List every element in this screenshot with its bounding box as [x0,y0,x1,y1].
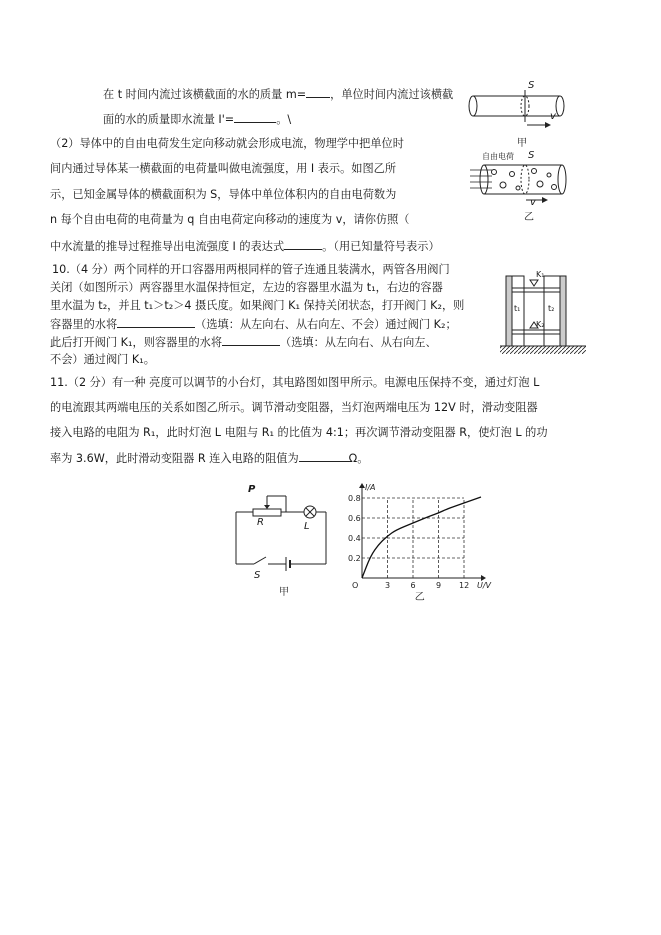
q10-line3: 里水温为 t₂，并且 t₁＞t₂＞4 摄氏度。如果阀门 K₁ 保持关闭状态，打开阀门 K₂，则 [50,299,465,312]
y-tick-label: 0.4 [348,534,361,543]
answer-blank-current[interactable] [284,238,322,250]
q10-line5-text-b: （选填：从左向右、从右向左、 [280,336,437,349]
q10-line1: 10.（4 分）两个同样的开口容器用两根同样的管子连通且装满水，两管各用阀门 [52,263,450,276]
x-tick-label: 6 [410,581,416,590]
x-tick-label: 12 [459,581,470,590]
q9-line4: 间内通过导体某一横截面的电荷量叫做电流强度，用 I 表示。如图乙所 [50,162,397,175]
q10-line4-text-a: 容器里的水将 [50,318,118,331]
temp-t2-label: t₂ [548,304,555,313]
figure-conductor-yi [470,150,580,222]
q9-line7-text-a: 中水流量的推导过程推导出电流强度 I 的表达式 [50,240,285,253]
q11-line4-text-a: 率为 3.6W，此时滑动变阻器 R 连入电路的阻值为 [50,452,299,465]
q10-line4-text-b: （选填：从左向右、从右向左、不会）通过阀门 K₂； [195,318,457,331]
q11-line1: 11.（2 分）有一种 亮度可以调节的小台灯，其电路图如图甲所示。电源电压保持不变，通过灯泡 L [50,376,540,389]
q9-line2-text-a: 面的水的质量即水流量 I'= [103,113,235,126]
switch-symbol [254,557,266,564]
pipe-s-label: S [528,80,535,91]
q9-line3: （2）导体中的自由电荷发生定向移动就会形成电流，物理学中把单位时 [50,137,404,150]
answer-blank-k1[interactable] [222,334,280,346]
circuit-s-label: S [254,570,261,581]
origin-label: O [352,581,359,590]
conductor-caption: 乙 [524,212,534,223]
figure-iu-chart [338,476,492,603]
y-tick-label: 0.2 [348,554,361,563]
x-tick-label: 9 [436,581,442,590]
y-tick-label: 0.8 [348,494,361,503]
q11-line4-text-b: Ω。 [348,452,369,465]
q9-line1-text-b: ，单位时间内流过该横截 [330,88,454,101]
circuit-p-label: P [248,484,256,495]
q9-line1 [103,86,453,103]
circuit-r-label: R [257,517,264,528]
q9-line7-text-b: 。（用已知量符号表示） [322,240,440,253]
q9-line2-text-b: 。\ [276,113,292,126]
containers-diagram [498,270,590,358]
q10-line5 [50,334,437,351]
y-axis-label: I/A [365,483,376,492]
figure-circuit-jia [226,484,336,596]
valve-k2-label: K₂ [536,320,545,329]
conductor-v-label: v [530,197,536,208]
q10-line2: 关闭（如图所示）两容器里水温保持恒定，左边的容器里水温为 t₁，右边的容器 [50,281,443,294]
x-axis-label: U/V [477,581,492,590]
answer-blank-mass[interactable] [306,86,330,98]
circuit-caption: 甲 [279,587,289,598]
circuit-diagram [226,484,336,596]
conductor-s-label: S [528,150,535,161]
q9-line7 [50,238,440,255]
answer-blank-k2[interactable] [117,316,195,328]
circuit-l-label: L [304,521,310,532]
answer-blank-flow[interactable] [234,111,276,123]
chart-caption: 乙 [414,592,425,603]
q10-line5-text-a: 此后打开阀门 K₁，则容器里的水将 [50,336,223,349]
q11-line2: 的电流跟其两端电压的关系如图乙所示。调节滑动变阻器，当灯泡两端电压为 12V 时，滑动变阻器 [50,401,538,414]
temp-t1-label: t₁ [514,304,521,313]
q11-line3: 接入电路的电阻为 R₁，此时灯泡 L 电阻与 R₁ 的比值为 4:1；再次调节滑动变阻器 R，使灯泡 L 的功 [50,426,548,439]
series-line-0 [362,497,481,578]
q10-line4 [50,316,457,333]
rheostat-symbol [253,509,281,516]
y-tick-label: 0.6 [348,514,361,523]
pipe-caption: 甲 [517,138,527,149]
valve-k1-label: K₁ [536,270,545,279]
x-tick-label: 3 [385,581,391,590]
figure-pipe-jia [465,78,575,148]
iu-chart-svg [338,476,492,603]
q11-line4 [50,450,368,467]
q9-line2 [103,111,291,128]
q10-line6: 不会）通过阀门 K₁。 [50,353,155,366]
figure-containers [498,270,590,358]
answer-blank-resistance[interactable] [299,450,349,462]
pipe-v-label: v [550,111,556,122]
q9-line1-text-a: 在 t 时间内流过该横截面的水的质量 m= [103,88,307,101]
conductor-top-label: 自由电荷 [482,152,514,161]
q9-line6: n 每个自由电荷的电荷量为 q 自由电荷定向移动的速度为 v，请你仿照（ [50,213,410,226]
q9-line5: 示，已知金属导体的横截面积为 S，导体中单位体积内的自由电荷数为 [50,188,397,201]
